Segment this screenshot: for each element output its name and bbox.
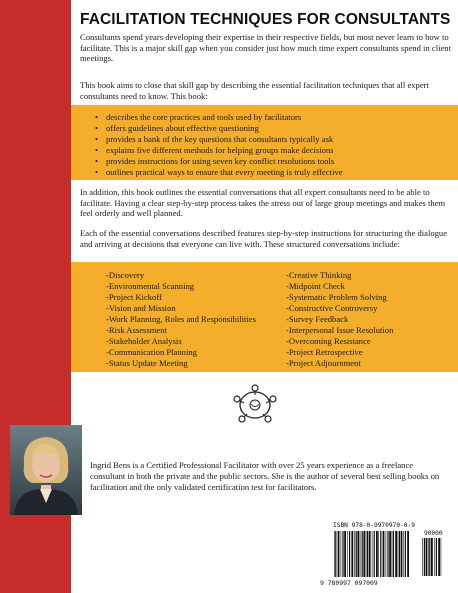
list-item: -Project Adjournment bbox=[286, 358, 361, 368]
barcode-bar bbox=[429, 538, 430, 576]
barcode-bar bbox=[378, 531, 379, 577]
barcode-bar bbox=[341, 531, 342, 577]
price-code: 90000 bbox=[424, 530, 443, 537]
list-item: -Creative Thinking bbox=[286, 270, 352, 280]
barcode-bar bbox=[393, 531, 394, 577]
list-item: -Survey Feedback bbox=[286, 314, 349, 324]
barcode-bar bbox=[360, 531, 361, 577]
barcode-bar bbox=[344, 531, 346, 577]
paragraph-essential-conversations: In addition, this book outlines the essential conversations that all expert consultants need to be able to facilitate. Having a clear step-by-step process takes the stress out of large group meetings and makes them feel orderly and well planned. bbox=[80, 187, 446, 219]
barcode-bar bbox=[356, 531, 357, 577]
author-photo bbox=[10, 425, 82, 515]
list-item: -Communication Planning bbox=[106, 347, 197, 357]
barcode-bar bbox=[387, 531, 388, 577]
barcode-bar bbox=[424, 538, 425, 576]
intro-paragraph-2: This book aims to close that skill gap by describing the essential facilitation techniques that all expert consultants need to know. This book: bbox=[80, 80, 429, 101]
list-item: -Stakeholder Analysis bbox=[106, 336, 182, 346]
barcode-bar bbox=[372, 531, 373, 577]
barcode-bar bbox=[395, 531, 397, 577]
barcode-bar bbox=[407, 531, 409, 577]
list-item: -Midpoint Check bbox=[286, 281, 345, 291]
barcode-bar bbox=[383, 531, 385, 577]
barcode-bar bbox=[351, 531, 353, 577]
list-item: • offers guidelines about effective questioning bbox=[106, 123, 456, 134]
list-item: -Project Retrospective bbox=[286, 347, 363, 357]
barcode-bar bbox=[363, 531, 365, 577]
barcode-bar bbox=[403, 531, 404, 577]
author-bio: Ingrid Bens is a Certified Professional Facilitator with over 25 years experience as a freelance consultant in both the private and the public sectors. She is the author of several best selling books on facilitation and the only validated certification test for facilitators. bbox=[90, 460, 440, 492]
barcode-bar bbox=[374, 531, 375, 577]
conversations-list-right bbox=[286, 270, 393, 369]
isbn-label: ISBN 978-0-9970970-0-9 bbox=[333, 522, 415, 529]
list-item: -Environmental Scanning bbox=[106, 281, 195, 291]
conversations-list-left bbox=[106, 270, 256, 369]
list-item: -Vision and Mission bbox=[106, 303, 176, 313]
barcode-bar bbox=[335, 531, 336, 577]
barcode-bar bbox=[354, 531, 355, 577]
barcode-bar bbox=[434, 538, 435, 576]
barcode-bar bbox=[422, 538, 423, 576]
barcode-bar bbox=[367, 531, 368, 577]
barcode-bar bbox=[389, 531, 391, 577]
features-bullet-list bbox=[94, 112, 456, 178]
barcode-bar bbox=[357, 531, 359, 577]
intro-paragraph-1: Consultants spend years developing their expertise in their respective fields, but most never learn to how to facilitate. This is a major skill gap when you consider just how much time expert consultants spend in client meetings. bbox=[80, 32, 451, 64]
barcode-bar bbox=[428, 538, 429, 576]
barcode-bar bbox=[386, 531, 387, 577]
list-item: -Work Planning, Roles and Responsibilities bbox=[106, 314, 256, 324]
barcode-bar bbox=[398, 531, 399, 577]
barcode-bar bbox=[338, 531, 340, 577]
list-item: • provides instructions for using seven key conflict resolutions tools bbox=[106, 156, 456, 167]
barcode-bars bbox=[334, 531, 418, 579]
barcode-bar bbox=[438, 538, 440, 576]
list-item: -Interpersonal Issue Resolution bbox=[286, 325, 394, 335]
barcode-bar bbox=[426, 538, 428, 576]
list-item: -Overcoming Resistance bbox=[286, 336, 371, 346]
barcode-bar bbox=[431, 538, 433, 576]
barcode-bar bbox=[362, 531, 363, 577]
barcode-bar bbox=[376, 531, 378, 577]
barcode-bar bbox=[392, 531, 393, 577]
list-item: • provides a bank of the key questions that consultants typically ask bbox=[106, 134, 456, 145]
barcode-bar bbox=[369, 531, 371, 577]
barcode-digits: 9 780997 097009 bbox=[320, 579, 378, 587]
barcode-bar bbox=[436, 538, 437, 576]
barcode-bar bbox=[401, 531, 403, 577]
barcode-bar bbox=[366, 531, 367, 577]
barcode-bar bbox=[342, 531, 343, 577]
barcode-bar bbox=[399, 531, 400, 577]
list-item: -Risk Assessment bbox=[106, 325, 167, 335]
barcode-bar bbox=[441, 538, 442, 576]
list-item: • outlines practical ways to ensure that every meeting is truly effective bbox=[106, 167, 456, 178]
barcode-bar bbox=[405, 531, 406, 577]
list-item: -Constructive Controversy bbox=[286, 303, 378, 313]
barcode-bar bbox=[380, 531, 381, 577]
list-item: • describes the core practices and tools used by facilitators bbox=[106, 112, 456, 123]
addon-barcode-bars bbox=[422, 538, 446, 578]
list-item: -Systematic Problem Solving bbox=[286, 292, 387, 302]
list-item: -Project Kickoff bbox=[106, 292, 162, 302]
list-item: -Discovery bbox=[106, 270, 145, 280]
people-circle-emblem bbox=[231, 383, 279, 425]
list-item: -Status Update Meeting bbox=[106, 358, 188, 368]
barcode-bar bbox=[349, 531, 350, 577]
page-title: FACILITATION TECHNIQUES FOR CONSULTANTS bbox=[80, 11, 451, 28]
list-item: • explains five different methods for helping groups make decisions bbox=[106, 145, 456, 156]
paragraph-structured-conversations: Each of the essential conversations described features step-by-step instructions for structuring the dialogue and arriving at decisions that everyone can live with. These structured conversations include: bbox=[80, 228, 448, 249]
barcode-bar bbox=[334, 531, 335, 577]
barcode-bar bbox=[347, 531, 348, 577]
